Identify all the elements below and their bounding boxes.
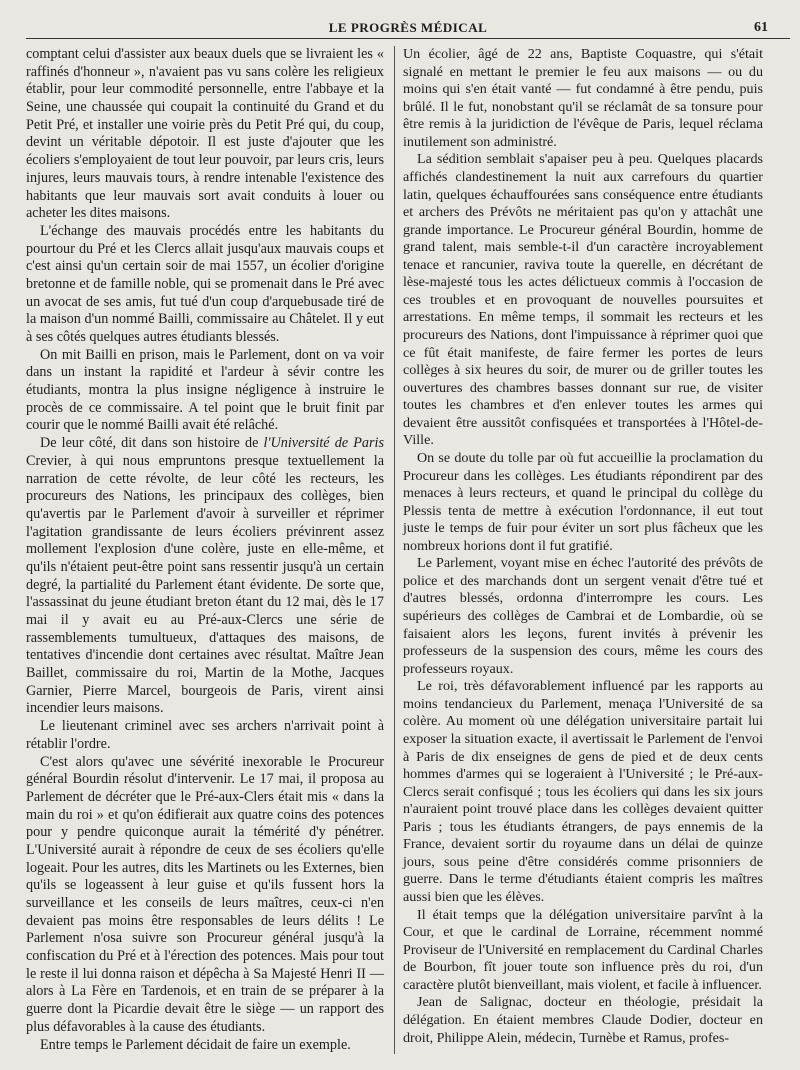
article-body bbox=[26, 46, 790, 1060]
paragraph: Un écolier, âgé de 22 ans, Baptiste Coquastre, qui s'était signalé en mettant le premier le feu aux maisons — ou du moins qui s'en était vanté — fut condamné à être pendu, puis brûlé. Il le fut, nonobstant qu'il se réclamât de sa tonsure pour être remis à la juridiction de l'évêque de Paris, lequel réclama inutilement son administré. bbox=[403, 46, 763, 150]
paragraph: Jean de Salignac, docteur en théologie, présidait la délégation. En étaient membres Claude Dodier, docteur en droit, Philippe Alein, médecin, Turnèbe et Ramus, profes- bbox=[403, 994, 763, 1046]
paragraph: On mit Bailli en prison, mais le Parlement, dont on va voir dans un instant la rapidité et l'ardeur à sévir contre les étudiants, montra la plus insigne négligence à instruire le procès de ce commissaire. A tel point que le bruit finit par courir que le nommé Bailli avait été relâché. bbox=[26, 346, 384, 434]
work-title: l'Université de Paris bbox=[263, 435, 384, 452]
running-title: LE PROGRÈS MÉDICAL bbox=[328, 20, 488, 35]
paragraph: Entre temps le Parlement décidait de faire un exemple. bbox=[40, 1036, 351, 1053]
paragraph: La sédition semblait s'apaiser peu à peu. Quelques placards affichés clandestinement la nuit aux carrefours du quartier latin, quelques échauffourées sans conséquence entre étudiants et archers des Prévôts ne méritaient pas qu'on y attachât une grande importance. Le Procureur général Bourdin, homme de grand talent, mais semble-t-il d'un caractère incroyablement tenace et rancunier, raviva toute la querelle, en décrétant de lèse-majesté tous les actes délictueux commis à l'occasion de ces troubles et en provoquant de nouvelles poursuites et arrestations. En même temps, il sommait les recteurs et les procureurs des Nations, dont l'impuissance à réprimer quoi que ce fût était manifeste, de faire fermer les portes de leurs collèges à six heures du soir, de murer ou de griller toutes les ouvertures des chambres basses donnant sur rue, de visiter toutes les chambres et d'en enlever toutes les armes qui devaient être aussitôt confisquées et transportées à l'Hôtel-de-Ville. bbox=[403, 151, 763, 449]
paragraph: Le Parlement, voyant mise en échec l'autorité des prévôts de police et des marchands dont un sergent venait d'être tué et d'autres blessés, ordonna d'interrompre les cours. Les supérieurs des collèges de Cambrai et de Lombardie, où se faisaient alors les leçons, furent invités à prévenir les professeurs de la suspension des cours, même les cours des professeurs royaux. bbox=[403, 555, 763, 677]
left-column bbox=[26, 46, 384, 1054]
paragraph: On se doute du tolle par où fut accueillie la proclamation du Procureur dans les collèges. Les étudiants répondirent par des menaces à leurs recteurs, et quand le principal du collège du Plessis tenta de mettre à exécution l'ordonnance, il eut tout juste le temps de fuir pour éviter un sort plus fâcheux que les nombreux horions dont il fut gratifié. bbox=[403, 449, 763, 554]
paragraph-text: De leur côté, dit dans son histoire de bbox=[40, 435, 264, 452]
column-divider bbox=[394, 46, 395, 1054]
paragraph: L'échange des mauvais procédés entre les habitants du pourtour du Pré et les Clercs allait jusqu'aux mauvais coups et c'est ainsi qu'un certain soir de mai 1557, un écolier d'origine bretonne et de famille noble, qui se promenait dans le Pré avec un avocat de ses amis, fut tué d'un coup d'arquebusade tiré de la maison d'un nommé Bailli, commissaire au Châtelet. Il y eut à ses côtés quelques autres étudiants blessés. bbox=[26, 222, 384, 345]
paragraph: Il était temps que la délégation universitaire parvînt à la Cour, et que le cardinal de Lorraine, récemment nommé Proviseur de l'Université en remplacement du Cardinal Charles de Bourbon, fît jouer toute son influence près du roi, d'un caractère plutôt bienveillant, mais violent, et facile à influencer. bbox=[403, 906, 763, 993]
paragraph-text: Crevier, à qui nous empruntons presque textuellement la narration de cette révolte, de leur côté les recteurs, les procureurs des Nations, les principaux des collèges, bien qu'avertis par le Parlement d'avoir à surveiller et réprimer l'agitation grandissante de leurs écoliers prévinrent assez mollement l'explosion d'une colère, juste en elle-même, et qu'ils n'étaient peut-être point sans ressentir jusqu'à un certain degré, la partialité du Parlement étant évidente. De sorte que, l'assassinat du jeune étudiant breton étant du 12 mai, dès le 17 mai il y avait eu au Pré-aux-Clercs une série de rassemblements tumultueux, d'attaques des maisons, de tentatives d'incendie dont certaines avec résultat. Maître Jean Baillet, commissaire du roi, Martin de la Mothe, Jacques Garnier, Pierre Marcel, bourgeois de Paris, virent ainsi incendier leurs maisons. bbox=[26, 452, 384, 717]
paragraph: comptant celui d'assister aux beaux duels que se livraient les « raffinés d'honneur », n'avaient pas vu sans colère les religieux établir, pour leur commodité personnelle, entre l'abbaye et la Seine, une chaussée qui coupait la continuité du Grand et du Petit Pré, et installer une voirie près du Petit Pré qui, du coup, devint un véritable dépotoir. Il est juste d'ajouter que les écoliers s'employaient de tout leur pouvoir, par leurs cris, leurs injures, leurs mauvais tours, à rendre intenable l'existence des habitants que leur mauvais sort avait conduits à louer ou acheter les dites maisons. bbox=[26, 46, 384, 222]
right-column bbox=[403, 46, 763, 1047]
page-number: 61 bbox=[754, 20, 768, 35]
paragraph: Le lieutenant criminel avec ses archers n'arrivait point à rétablir l'ordre. bbox=[26, 718, 384, 752]
paragraph bbox=[26, 435, 384, 718]
paragraph: C'est alors qu'avec une sévérité inexorable le Procureur général Bourdin résolut d'intervenir. Le 17 mai, il proposa au Parlement de décréter que le Pré-aux-Clers était mis « dans la main du roi » et qu'on édifierait aux quatre coins des potences pour y pendre quiconque aurait la témérité d'y pénétrer. L'Université aurait à répondre de ceux de ses écoliers qu'elle logeait. Pour les autres, dits les Martinets ou les Externes, bien qu'ils se logeassent à leur guise et qu'ils fussent hors la surveillance et les conseils de leurs maîtres, ceux-ci n'en devaient pas moins être responsables de leurs délits ! Le Parlement n'osa suivre son Procureur général jusqu'à la confiscation du Pré et à l'érection des potences. Mais pour tout le reste il lui donna raison et dépêcha à Sa Majesté Henri II — alors à La Fère en Tardenois, et en train de se préparer à la guerre dont la Picardie devait être le siège — un rapport des plus défavorables à la cause des étudiants. bbox=[26, 753, 384, 1035]
page-header bbox=[26, 0, 790, 39]
paragraph: Le roi, très défavorablement influencé par les rapports au moins tendancieux du Parlement, menaça l'Université de sa colère. Au moment où une délégation universitaire partait lui exposer la situation exacte, il avertissait le Parlement de l'envoi à Paris de dix enseignes de gens de pied et de deux cents hommes d'armes qui se logeraient à l'Université ; le Pré-aux-Clercs serait confisqué ; tous les écoliers qui dans les six jours n'auraient point trouvé place dans les collèges devaient quitter Paris ; tous les étudiants étrangers, de pays ennemis de la France, devaient sortir du royaume dans un délai de quinze jours, sous peine d'être considérés comme prisonniers de guerre. Dans le terme d'étudiants étaient compris les maîtres aussi bien que les élèves. bbox=[403, 678, 763, 905]
